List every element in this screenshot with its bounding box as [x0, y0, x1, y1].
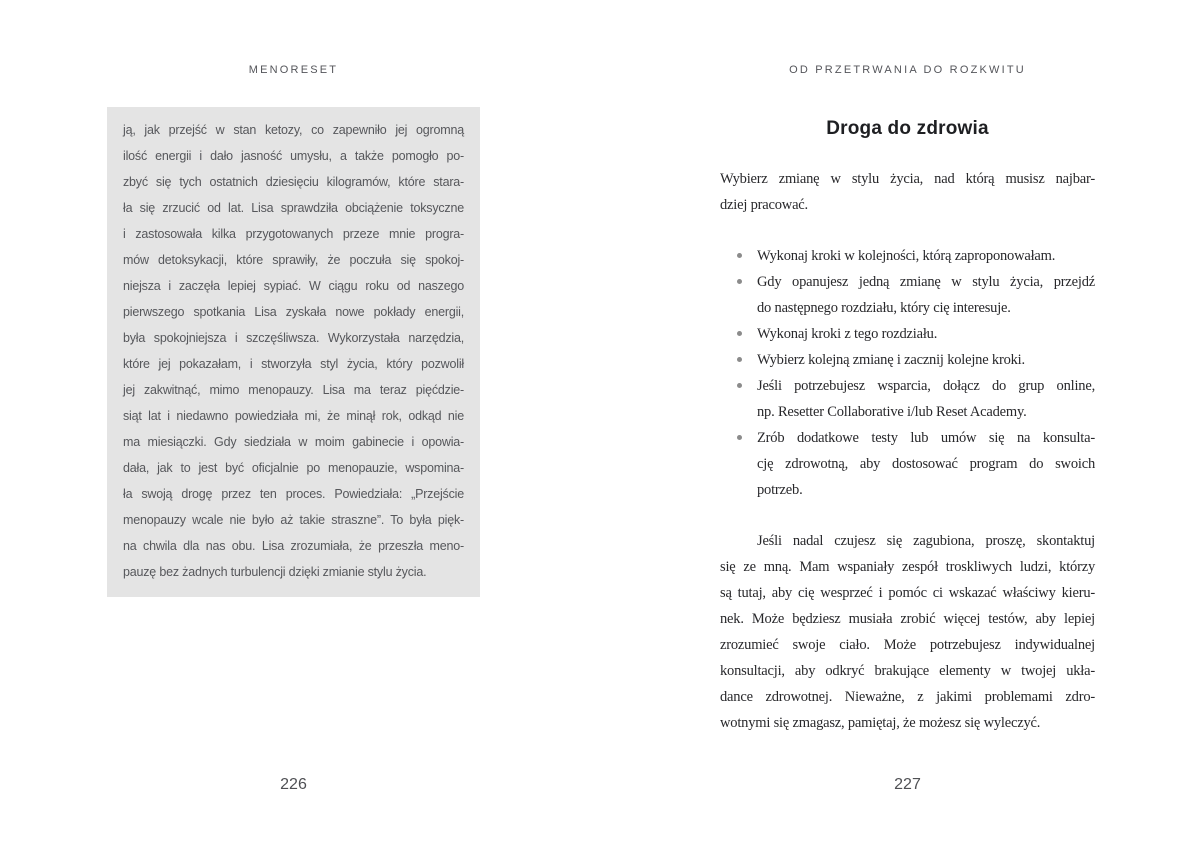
text-line: ma miesiączki. Gdy siedziała w moim gabinecie i opowia-: [123, 435, 464, 449]
text-line: pauzę bez żadnych turbulencji dzięki zmianie stylu życia.: [123, 565, 427, 579]
text-line: wotnymi się zmagasz, pamiętaj, że możesz się wyleczyć.: [720, 715, 1041, 731]
closing-paragraph: [720, 528, 1095, 736]
left-page-number: 226: [280, 776, 307, 793]
text-line: dziej pracować.: [720, 197, 808, 213]
list-item: [720, 373, 1095, 425]
text-line: Wykonaj kroki z tego rozdziału.: [757, 326, 938, 342]
list-item: [720, 243, 1095, 269]
text-line: pierwszego spotkania Lisa zyskała nowe pokłady energii,: [123, 305, 464, 319]
bullet-icon: [737, 331, 742, 336]
text-line: mów detoksykacji, które sprawiły, że poczuła się spokoj-: [123, 253, 464, 267]
bullet-icon: [737, 279, 742, 284]
left-running-header: MENORESET: [248, 64, 339, 76]
text-line: np. Resetter Collaborative i/lub Reset Academy.: [757, 404, 1027, 420]
text-line: dance zdrowotnej. Nieważne, z jakimi problemami zdro-: [720, 689, 1095, 705]
text-line: dała, jak to jest być oficjalnie po menopauzie, wspomina-: [123, 461, 464, 475]
intro-paragraph: [720, 166, 1095, 218]
text-line: siąt lat i niedawno powiedziała mi, że minął rok, odkąd nie: [123, 409, 464, 423]
text-line: ją, jak przejść w stan ketozy, co zapewniło jej ogromną: [123, 123, 464, 137]
text-line: zbyć się tych ostatnich dziesięciu kilogramów, które stara-: [123, 175, 464, 189]
text-line: nek. Może będziesz musiała zrobić więcej testów, aby lepiej: [720, 611, 1095, 627]
list-item: [720, 269, 1095, 321]
text-line: i zastosowała kilka przygotowanych przeze mnie progra-: [123, 227, 464, 241]
text-line: się ze mną. Mam wspaniały zespół troskliwych ludzi, którzy: [720, 559, 1095, 575]
section-heading: Droga do zdrowia: [826, 118, 989, 139]
text-line: niejsza i zaczęła lepiej sypiać. W ciągu roku od naszego: [123, 279, 464, 293]
text-line: ła swoją drogę przez ten proces. Powiedziała: „Przejście: [123, 487, 464, 501]
text-line: potrzeb.: [757, 482, 803, 498]
text-line: cję zdrowotną, aby dostosować program do swoich: [757, 456, 1095, 472]
text-line: na chwila dla nas obu. Lisa zrozumiała, że przeszła meno-: [123, 539, 464, 553]
text-line: zrozumieć swoje ciało. Może potrzebujesz indywidualnej: [720, 637, 1095, 653]
list-item: [720, 321, 1095, 347]
list-item: [720, 425, 1095, 503]
list-item: [720, 347, 1095, 373]
bullet-icon: [737, 435, 742, 440]
text-line: Gdy opanujesz jedną zmianę w stylu życia, przejdź: [757, 274, 1095, 290]
text-line: Jeśli potrzebujesz wsparcia, dołącz do grup online,: [757, 378, 1095, 394]
text-line: Wybierz kolejną zmianę i zacznij kolejne kroki.: [757, 352, 1025, 368]
right-running-header: OD PRZETRWANIA DO ROZKWITU: [789, 64, 1026, 76]
bullet-icon: [737, 253, 742, 258]
text-line: są tutaj, aby cię wesprzeć i pomóc ci wskazać właściwy kieru-: [720, 585, 1095, 601]
text-line: Wykonaj kroki w kolejności, którą zaproponowałam.: [757, 248, 1056, 264]
text-line: do następnego rozdziału, który cię interesuje.: [757, 300, 1011, 316]
text-line: jej zakwitnąć, mimo menopauzy. Lisa ma teraz pięćdzie-: [123, 383, 464, 397]
right-page-number: 227: [894, 776, 921, 793]
text-line: menopauzy wcale nie było aż takie straszne”. To była pięk-: [123, 513, 464, 527]
highlight-box: [107, 107, 480, 597]
text-line: Wybierz zmianę w stylu życia, nad którą musisz najbar-: [720, 171, 1095, 187]
bullet-icon: [737, 357, 742, 362]
text-line: była spokojniejsza i szczęśliwsza. Wykorzystała narzędzia,: [123, 331, 464, 345]
text-line: Zrób dodatkowe testy lub umów się na konsulta-: [757, 430, 1095, 446]
text-line: konsultacji, aby odkryć brakujące elementy w twojej ukła-: [720, 663, 1095, 679]
text-line: ilość energii i dało jasność umysłu, a także pomogło po-: [123, 149, 464, 163]
text-line: które jej pokazałam, i stworzyła styl życia, który pozwolił: [123, 357, 464, 371]
bullet-list: [720, 243, 1095, 503]
text-line: Jeśli nadal czujesz się zagubiona, proszę, skontaktuj: [757, 533, 1095, 549]
bullet-icon: [737, 383, 742, 388]
text-line: ła się zrzucić od lat. Lisa sprawdziła obciążenie toksyczne: [123, 201, 464, 215]
